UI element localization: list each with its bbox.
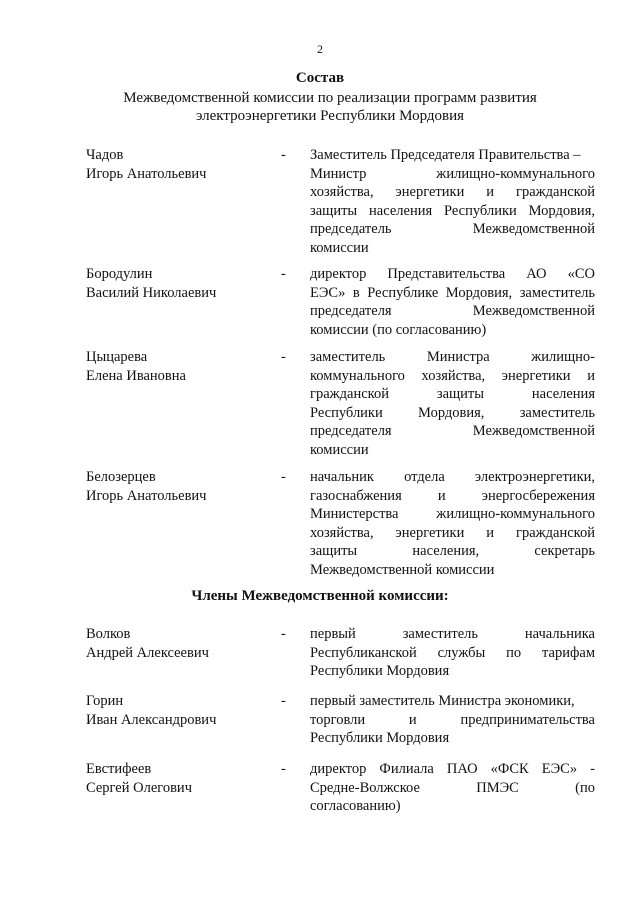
role-text bbox=[310, 760, 595, 816]
given-name: Елена Ивановна bbox=[86, 367, 186, 384]
role-line: директор Филиала ПАО «ФСК ЕЭС» - bbox=[310, 761, 595, 777]
person-name bbox=[86, 625, 276, 662]
surname: Волков bbox=[86, 626, 131, 642]
role-line: председателя Межведомственной bbox=[310, 303, 595, 320]
role-line: Республики Мордовия, заместитель bbox=[310, 404, 595, 421]
role-line: Средне-Волжское ПМЭС (по bbox=[310, 779, 595, 796]
person-name bbox=[86, 146, 276, 183]
dash: - bbox=[281, 266, 286, 282]
role-line: Республики Мордовия bbox=[310, 730, 450, 747]
document-subtitle bbox=[110, 89, 550, 125]
role-line: председателя Межведомственной bbox=[310, 423, 595, 440]
given-name: Василий Николаевич bbox=[86, 284, 217, 301]
role-line: защиты населения Республики Мордовия, bbox=[310, 202, 595, 219]
document-title: Состав bbox=[295, 70, 345, 86]
role-line: коммунального хозяйства, энергетики и bbox=[310, 367, 595, 384]
role-text bbox=[310, 348, 595, 460]
role-line: Министр жилищно-коммунального bbox=[310, 165, 595, 182]
dash: - bbox=[281, 626, 286, 642]
page-number: 2 bbox=[317, 42, 323, 56]
role-line: гражданской защиты населения bbox=[310, 386, 595, 403]
role-line: ЕЭС» в Республике Мордовия, заместитель bbox=[310, 284, 595, 301]
surname: Белозерцев bbox=[86, 469, 156, 485]
role-text bbox=[310, 692, 595, 748]
given-name: Андрей Алексеевич bbox=[86, 644, 209, 661]
subtitle-line: Межведомственной комиссии по реализации программ развития bbox=[123, 90, 537, 106]
role-line: защиты населения, секретарь bbox=[310, 543, 595, 560]
role-line: комиссии bbox=[310, 441, 369, 458]
given-name: Игорь Анатольевич bbox=[86, 487, 207, 504]
role-text bbox=[310, 146, 595, 258]
dash: - bbox=[281, 761, 286, 777]
role-line: директор Представительства АО «СО bbox=[310, 266, 595, 282]
person-name bbox=[86, 760, 276, 797]
dash: - bbox=[281, 349, 286, 365]
role-line: согласованию) bbox=[310, 798, 401, 815]
role-line: Заместитель Председателя Правительства – bbox=[310, 147, 581, 163]
role-line: комиссии bbox=[310, 239, 369, 256]
role-line: первый заместитель начальника bbox=[310, 626, 595, 642]
surname: Бородулин bbox=[86, 266, 153, 282]
surname: Цыцарева bbox=[86, 349, 148, 365]
surname: Евстифеев bbox=[86, 761, 152, 777]
role-line: торговли и предпринимательства bbox=[310, 711, 595, 728]
role-text bbox=[310, 265, 595, 339]
role-text bbox=[310, 468, 595, 580]
given-name: Игорь Анатольевич bbox=[86, 165, 207, 182]
role-line: комиссии (по согласованию) bbox=[310, 321, 487, 338]
given-name: Сергей Олегович bbox=[86, 779, 192, 796]
role-line: газоснабжения и энергосбережения bbox=[310, 487, 595, 504]
surname: Чадов bbox=[86, 147, 124, 163]
given-name: Иван Александрович bbox=[86, 711, 217, 728]
person-name bbox=[86, 692, 276, 729]
person-name bbox=[86, 468, 276, 505]
role-line: заместитель Министра жилищно- bbox=[310, 349, 595, 365]
person-name bbox=[86, 348, 276, 385]
dash: - bbox=[281, 469, 286, 485]
role-text bbox=[310, 625, 595, 681]
role-line: начальник отдела электроэнергетики, bbox=[310, 469, 595, 485]
dash: - bbox=[281, 693, 286, 709]
role-line: хозяйства, энергетики и гражданской bbox=[310, 524, 595, 541]
members-heading: Члены Межведомственной комиссии: bbox=[191, 588, 449, 604]
role-line: председатель Межведомственной bbox=[310, 221, 595, 238]
role-line: Межведомственной комиссии bbox=[310, 561, 495, 578]
role-line: хозяйства, энергетики и гражданской bbox=[310, 184, 595, 201]
role-line: Республиканской службы по тарифам bbox=[310, 644, 595, 661]
role-line: первый заместитель Министра экономики, bbox=[310, 693, 575, 709]
role-line: Республики Мордовия bbox=[310, 663, 450, 680]
subtitle-line: электроэнергетики Республики Мордовия bbox=[195, 108, 465, 124]
role-line: Министерства жилищно-коммунального bbox=[310, 506, 595, 523]
surname: Горин bbox=[86, 693, 124, 709]
person-name bbox=[86, 265, 276, 302]
dash: - bbox=[281, 147, 286, 163]
